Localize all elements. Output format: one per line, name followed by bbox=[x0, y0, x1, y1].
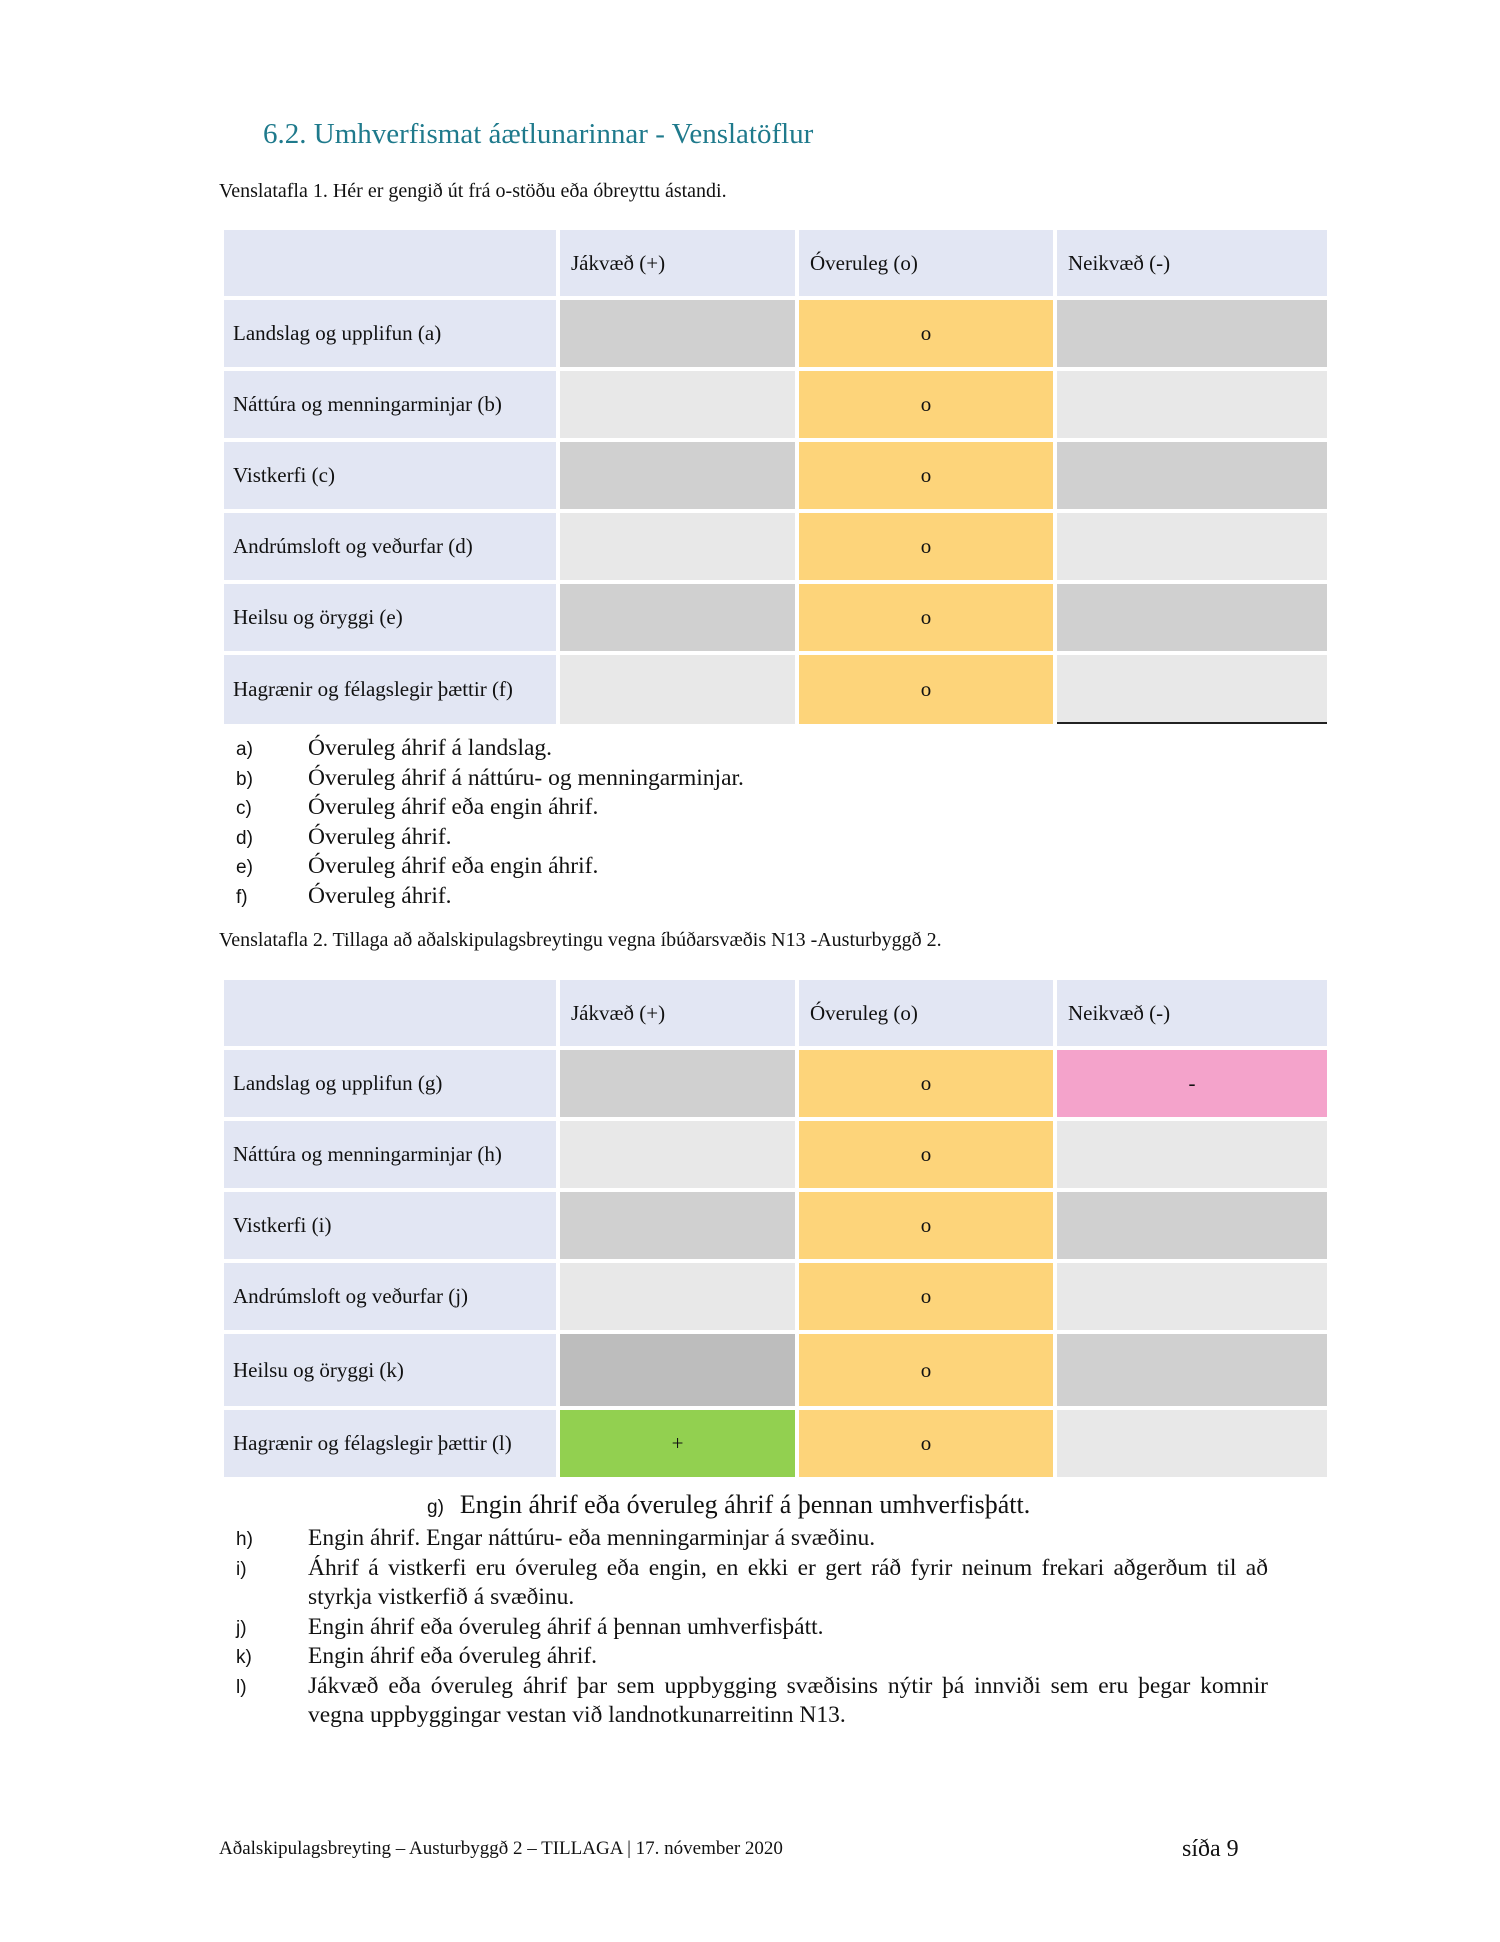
row-label: Náttúra og menningarminjar (h) bbox=[224, 1121, 556, 1188]
note-label: f) bbox=[236, 886, 248, 908]
note-text: Jákvæð eða óveruleg áhrif þar sem uppbygging svæðisins nýtir þá innviði sem eru þegar komnir vegna uppbyggingar vestan við landnotkunarreitinn N13. bbox=[308, 1672, 1268, 1728]
note-label: a) bbox=[236, 739, 253, 760]
insignificant-cell: o bbox=[799, 584, 1053, 651]
insignificant-cell: o bbox=[799, 1410, 1053, 1477]
table-row bbox=[224, 371, 1327, 438]
insignificant-cell: o bbox=[799, 1050, 1053, 1117]
list-item bbox=[236, 793, 744, 823]
note-text: Engin áhrif eða óveruleg áhrif á þennan umhverfisþátt. bbox=[459, 1490, 1031, 1519]
table2-header-row bbox=[224, 980, 1327, 1046]
note-text: Engin áhrif eða óveruleg áhrif á þennan umhverfisþátt. bbox=[308, 1613, 824, 1640]
note-text: Óveruleg áhrif. bbox=[308, 882, 452, 909]
table1-caption: Venslatafla 1. Hér er gengið út frá o-stöðu eða óbreyttu ástandi. bbox=[219, 180, 727, 202]
positive-cell bbox=[560, 655, 795, 724]
insignificant-cell: o bbox=[799, 513, 1053, 580]
insignificant-cell: o bbox=[799, 1263, 1053, 1330]
negative-cell bbox=[1057, 1410, 1327, 1477]
row-label: Vistkerfi (i) bbox=[224, 1192, 556, 1259]
negative-cell bbox=[1057, 655, 1327, 724]
list-item bbox=[236, 1554, 1268, 1613]
note-label: h) bbox=[236, 1529, 253, 1550]
negative-cell bbox=[1057, 442, 1327, 509]
table-row bbox=[224, 1410, 1327, 1477]
footer-document-title: Aðalskipulagsbreyting – Austurbyggð 2 – TILLAGA | 17. nóvember 2020 bbox=[219, 1838, 783, 1859]
table2-header-positive: Jákvæð (+) bbox=[560, 980, 795, 1046]
positive-cell bbox=[560, 584, 795, 651]
note-label: c) bbox=[236, 798, 252, 819]
row-label: Landslag og upplifun (g) bbox=[224, 1050, 556, 1117]
note-text: Óveruleg áhrif á landslag. bbox=[308, 735, 553, 761]
list-item bbox=[236, 1524, 1268, 1554]
note-text: Áhrif á vistkerfi eru óveruleg eða engin, en ekki er gert ráð fyrir neinum frekari aðgerðum til að styrkja vistkerfið á svæðinu. bbox=[308, 1554, 1268, 1610]
positive-cell bbox=[560, 371, 795, 438]
table1-notes bbox=[236, 734, 744, 911]
table1-header-empty bbox=[224, 230, 556, 296]
insignificant-cell: o bbox=[799, 300, 1053, 367]
row-label: Andrúmsloft og veðurfar (j) bbox=[224, 1263, 556, 1330]
negative-cell bbox=[1057, 300, 1327, 367]
negative-cell bbox=[1057, 1121, 1327, 1188]
note-text: Óveruleg áhrif eða engin áhrif. bbox=[308, 794, 599, 820]
row-label: Vistkerfi (c) bbox=[224, 442, 556, 509]
list-item bbox=[236, 1642, 1268, 1672]
row-label: Landslag og upplifun (a) bbox=[224, 300, 556, 367]
positive-cell bbox=[560, 1050, 795, 1117]
positive-cell: + bbox=[560, 1410, 795, 1477]
note-label: l) bbox=[236, 1676, 247, 1698]
insignificant-cell: o bbox=[799, 442, 1053, 509]
note-label: i) bbox=[236, 1558, 247, 1580]
negative-cell bbox=[1057, 371, 1327, 438]
table-row bbox=[224, 1334, 1327, 1406]
insignificant-cell: o bbox=[799, 371, 1053, 438]
table2-notes bbox=[236, 1524, 1268, 1731]
table2-note-g bbox=[427, 1490, 1030, 1520]
positive-cell bbox=[560, 1121, 795, 1188]
list-item bbox=[236, 882, 744, 912]
table-row bbox=[224, 513, 1327, 580]
insignificant-cell: o bbox=[799, 1121, 1053, 1188]
note-text: Óveruleg áhrif á náttúru- og menningarminjar. bbox=[308, 764, 744, 791]
list-item bbox=[236, 1613, 1268, 1643]
note-label: e) bbox=[236, 857, 253, 878]
positive-cell bbox=[560, 300, 795, 367]
list-item bbox=[236, 734, 744, 764]
table-row bbox=[224, 1121, 1327, 1188]
table2-header-empty bbox=[224, 980, 556, 1046]
negative-cell bbox=[1057, 1192, 1327, 1259]
table1-header-row bbox=[224, 230, 1327, 296]
negative-cell bbox=[1057, 1263, 1327, 1330]
note-label: d) bbox=[236, 827, 253, 849]
section-heading: 6.2. Umhverfismat áætlunarinnar - Venslatöflur bbox=[263, 118, 814, 150]
positive-cell bbox=[560, 1263, 795, 1330]
negative-cell bbox=[1057, 513, 1327, 580]
positive-cell bbox=[560, 1192, 795, 1259]
row-label: Hagrænir og félagslegir þættir (l) bbox=[224, 1410, 556, 1477]
note-label: k) bbox=[236, 1647, 252, 1668]
note-text: Óveruleg áhrif eða engin áhrif. bbox=[308, 853, 599, 879]
note-text: Óveruleg áhrif. bbox=[308, 823, 452, 850]
negative-cell bbox=[1057, 584, 1327, 651]
list-item bbox=[236, 852, 744, 882]
row-label: Hagrænir og félagslegir þættir (f) bbox=[224, 655, 556, 724]
list-item bbox=[236, 764, 744, 794]
row-label: Heilsu og öryggi (k) bbox=[224, 1334, 556, 1406]
negative-cell bbox=[1057, 1334, 1327, 1406]
table-row bbox=[224, 1263, 1327, 1330]
note-text: Engin áhrif. Engar náttúru- eða menningarminjar á svæðinu. bbox=[308, 1525, 876, 1551]
table1-header-insignificant: Óveruleg (o) bbox=[799, 230, 1053, 296]
table-row bbox=[224, 655, 1327, 724]
positive-cell bbox=[560, 442, 795, 509]
footer-page-number: síða 9 bbox=[1182, 1836, 1239, 1862]
table-row bbox=[224, 300, 1327, 367]
table-row bbox=[224, 442, 1327, 509]
table1 bbox=[220, 226, 1331, 728]
table-row bbox=[224, 584, 1327, 651]
insignificant-cell: o bbox=[799, 1334, 1053, 1406]
insignificant-cell: o bbox=[799, 1192, 1053, 1259]
note-label: b) bbox=[236, 768, 253, 790]
note-label: j) bbox=[236, 1617, 247, 1639]
table1-header-negative: Neikvæð (-) bbox=[1057, 230, 1327, 296]
table2 bbox=[220, 976, 1331, 1481]
table2-caption: Venslatafla 2. Tillaga að aðalskipulagsbreytingu vegna íbúðarsvæðis N13 -Austurbyggð 2. bbox=[219, 929, 942, 951]
insignificant-cell: o bbox=[799, 655, 1053, 724]
positive-cell bbox=[560, 1334, 795, 1406]
table1-header-positive: Jákvæð (+) bbox=[560, 230, 795, 296]
table-row bbox=[224, 1050, 1327, 1117]
row-label: Heilsu og öryggi (e) bbox=[224, 584, 556, 651]
positive-cell bbox=[560, 513, 795, 580]
table2-header-insignificant: Óveruleg (o) bbox=[799, 980, 1053, 1046]
list-item bbox=[236, 823, 744, 853]
note-text: Engin áhrif eða óveruleg áhrif. bbox=[308, 1643, 598, 1669]
table-row bbox=[224, 1192, 1327, 1259]
row-label: Andrúmsloft og veðurfar (d) bbox=[224, 513, 556, 580]
row-label: Náttúra og menningarminjar (b) bbox=[224, 371, 556, 438]
note-label: g) bbox=[427, 1497, 444, 1518]
list-item bbox=[236, 1672, 1268, 1731]
negative-cell: - bbox=[1057, 1050, 1327, 1117]
table2-header-negative: Neikvæð (-) bbox=[1057, 980, 1327, 1046]
